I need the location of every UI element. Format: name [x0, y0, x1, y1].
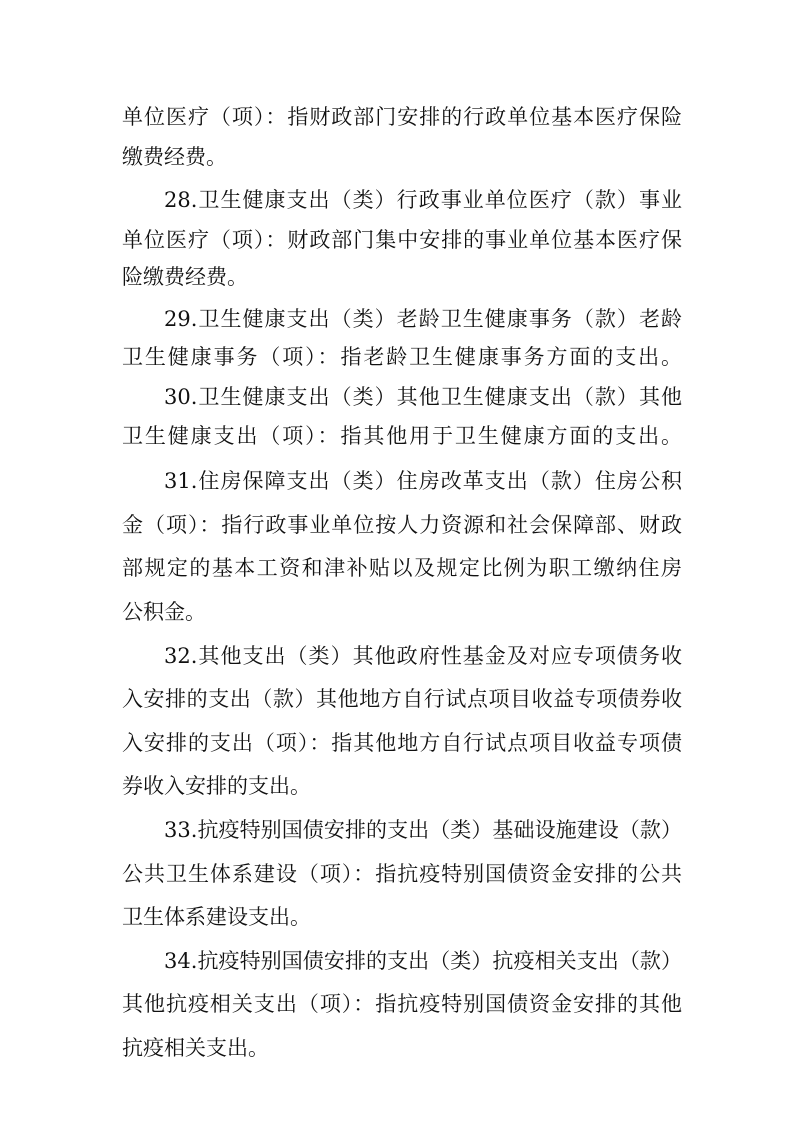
text-line: 卫生健康支出（项）：指其他用于卫生健康方面的支出。	[122, 424, 682, 448]
text-line: 33.抗疫特别国债安排的支出（类）基础设施建设（款）	[164, 818, 682, 842]
text-line: 部规定的基本工资和津补贴以及规定比例为职工缴纳住房	[122, 556, 682, 580]
text-line: 32.其他支出（类）其他政府性基金及对应专项债务收	[164, 644, 682, 668]
text-line: 单位医疗（项）：指财政部门安排的行政单位基本医疗保险	[122, 105, 682, 129]
text-line: 缴费经费。	[122, 145, 227, 169]
text-line: 入安排的支出（款）其他地方自行试点项目收益专项债券收	[122, 687, 682, 711]
text-line: 金（项）：指行政事业单位按人力资源和社会保障部、财政	[122, 513, 682, 537]
text-line: 28.卫生健康支出（类）行政事业单位医疗（款）事业	[164, 188, 682, 212]
text-line: 卫生体系建设支出。	[122, 905, 311, 929]
text-line: 30.卫生健康支出（类）其他卫生健康支出（款）其他	[164, 385, 682, 409]
text-line: 抗疫相关支出。	[122, 1036, 269, 1060]
text-line: 卫生健康事务（项）：指老龄卫生健康事务方面的支出。	[122, 345, 682, 369]
text-line: 29.卫生健康支出（类）老龄卫生健康事务（款）老龄	[164, 307, 682, 331]
text-line: 险缴费经费。	[122, 265, 248, 289]
text-line: 单位医疗（项）：财政部门集中安排的事业单位基本医疗保	[122, 228, 682, 252]
text-line: 公共卫生体系建设（项）：指抗疫特别国债资金安排的公共	[122, 862, 682, 886]
text-line: 入安排的支出（项）：指其他地方自行试点项目收益专项债	[122, 731, 682, 755]
text-line: 31.住房保障支出（类）住房改革支出（款）住房公积	[164, 469, 682, 493]
text-line: 其他抗疫相关支出（项）：指抗疫特别国债资金安排的其他	[122, 992, 682, 1016]
text-line: 公积金。	[122, 600, 206, 624]
text-line: 券收入安排的支出。	[122, 774, 311, 798]
text-line: 34.抗疫特别国债安排的支出（类）抗疫相关支出（款）	[164, 949, 682, 973]
